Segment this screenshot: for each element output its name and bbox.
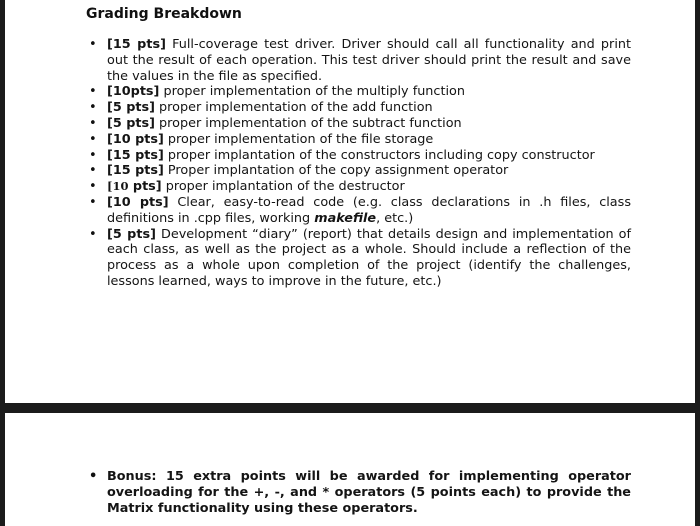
item-text: proper implantation of the constructors including copy constructor — [163, 147, 595, 163]
document-page-bottom — [5, 413, 695, 526]
points-label: [10 pts] — [107, 131, 164, 147]
grading-list — [85, 37, 631, 290]
points-label: [5 pts] — [107, 100, 155, 116]
item-text: proper implantation of the destructor — [161, 179, 405, 195]
item-text-end: , etc.) — [376, 210, 414, 226]
item-text: proper implementation of the multiply function — [159, 84, 465, 100]
document-page-top — [5, 0, 695, 403]
grading-item-destructor — [85, 179, 631, 195]
points-label-number: [10 — [107, 179, 129, 194]
points-label-unit: pts] — [128, 179, 162, 195]
item-text: Development “diary” (report) that details design and implementation of each class, as well as the project as a whole. Should include a reflection of the process as a whole upon completion of the project (identify the challenges, lessons learned, ways to improve in the future, etc.) — [107, 226, 632, 289]
grading-item-multiply — [85, 84, 631, 100]
points-label: [15 pts] — [107, 37, 166, 52]
item-text: Clear, easy-to-read code (e.g. class declarations in .h files, class definitions in .cpp files, working — [107, 194, 631, 226]
grading-item-file-storage — [85, 132, 631, 148]
item-text: Full-coverage test driver. Driver should call all functionality and print out the result of each operation. This test driver should print the result and save the values in the file as specified. — [107, 37, 631, 84]
item-text: Proper implantation of the copy assignment operator — [163, 163, 509, 179]
points-label: [15 pts] — [107, 147, 164, 163]
points-label: [5 pts] — [107, 226, 156, 242]
grading-item-constructors — [85, 148, 631, 164]
grading-item-copy-assignment — [85, 163, 631, 179]
item-text: proper implementation of the subtract function — [154, 115, 462, 131]
bonus-list — [85, 469, 631, 517]
grading-item-diary — [85, 227, 631, 290]
item-text: proper implementation of the add function — [154, 100, 433, 116]
points-label: [15 pts] — [107, 163, 164, 179]
bonus-item — [85, 469, 631, 517]
grading-item-code-quality — [85, 195, 631, 227]
item-text: proper implementation of the file storage — [163, 131, 434, 147]
section-heading: Grading Breakdown — [86, 6, 242, 22]
grading-item-subtract — [85, 116, 631, 132]
makefile-emphasis: makefile — [314, 210, 377, 226]
bonus-text: Bonus: 15 extra points will be awarded for implementing operator overloading for the +, -, and * operators (5 points each) to provide the Matrix functionality using these operators. — [107, 469, 631, 516]
points-label: [10 pts] — [107, 194, 169, 210]
grading-item-test-driver — [85, 37, 631, 84]
points-label: [5 pts] — [107, 115, 155, 131]
grading-item-add — [85, 100, 631, 116]
points-label: [10pts] — [107, 84, 160, 100]
